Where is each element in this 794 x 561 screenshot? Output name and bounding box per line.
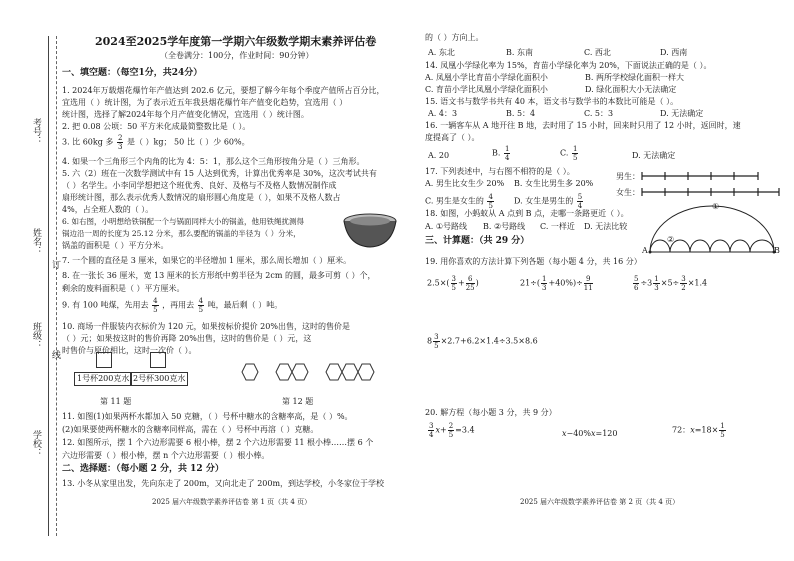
girls-label: 女生： xyxy=(616,188,640,197)
q13-option-b: B. 东南 xyxy=(506,48,533,57)
kaohao-label: 考号： xyxy=(31,118,41,145)
q17-option-d-label: D. 女生是男生的 xyxy=(514,196,574,206)
q12-line1: 12. 如图所示，摆 1 个六边形需要 6 根小棒，摆 2 个六边形需要 11 根小棒……摆 6 个 xyxy=(62,438,374,447)
q6-line3: 锅盖的面积是（ ）平方分米。 xyxy=(62,241,169,250)
q17-option-c xyxy=(425,193,495,210)
cup-1-icon xyxy=(96,352,112,368)
q16-option-d: D. 无法确定 xyxy=(632,151,676,160)
q13-continuation: 的（ ）方向上。 xyxy=(425,33,484,42)
q11-line1: 11. 如图(1)如果两杯水都加入 50 克糖，（ ）号杯中糖水的含糖率高，是（ ）%。 xyxy=(62,412,353,421)
q14-option-b: B. 两所学校绿化面积一样大 xyxy=(585,73,684,82)
q17-option-b: B. 女生比男生多 20% xyxy=(514,179,594,188)
q20-eq-3: 72：x=18× $\frac{1}{5}$ xyxy=(672,422,725,439)
q20-1-frac-b: $\frac{2}{5}$ xyxy=(448,422,454,439)
q16-option-b xyxy=(492,145,511,162)
q18-option-a: A. ①号路线 xyxy=(425,222,468,231)
q20-eq-1: $\frac{3}{4}$ x+ $\frac{2}{5}$ =3.4 xyxy=(429,422,475,439)
q9-fraction-2: $\frac{4}{5}$ xyxy=(198,297,204,314)
q7: 7. 一个圆的直径是 3 厘米，如果它的半径增加 1 厘米，那么周长增加（ ）厘米。 xyxy=(62,256,352,265)
q13-option-a: A. 东北 xyxy=(428,48,455,57)
q1-line1: 1. 2024年万载烟花爆竹年产值达到 202.6 亿元，要想了解今年每个季度产值所占百分比， xyxy=(62,86,385,95)
exam-subtitle: （全卷满分：100分，作业时间：90分钟） xyxy=(160,51,314,60)
route-1-label: ① xyxy=(712,202,720,211)
q5-line4: 4%，占全班人数的（ ）。 xyxy=(62,205,154,214)
q13-option-d: D. 西南 xyxy=(660,48,688,57)
q3 xyxy=(62,134,250,151)
q20-3-frac-a: $\frac{1}{5}$ xyxy=(720,422,725,439)
q2: 2. 把 0.08 公顷：50 平方米化成最简整数比是（ ）。 xyxy=(62,122,251,131)
q3-part2: 是（ ）kg； 50 比（ ）少 60%。 xyxy=(126,137,250,147)
q9-fraction-1: $\frac{4}{5}$ xyxy=(153,297,158,314)
q16-fraction-c: $\frac{1}{5}$ xyxy=(572,145,578,162)
q14-option-a: A. 凤凰小学比育苗小学绿化面积小 xyxy=(425,73,548,82)
q3-part1: 3. 比 60kg 多 xyxy=(62,137,114,147)
q14: 14. 凤凰小学绿化率为 15%，育苗小学绿化率为 20%，下面说法正确的是（ ）。 xyxy=(425,61,712,70)
q5-line1: 5. 六（2）班在一次数学测试中有 15 人达到优秀，计算出优秀率是 30%，这次考试共有 xyxy=(62,169,377,178)
q10-line1: 10. 商场一件服装内衣标价为 120 元，如果按标价提价 20%出售，这时的售价是 xyxy=(62,322,350,331)
q16-line1: 16. 一辆客车从 A 地开往 B 地，去时用了 15 小时，回来时只用了 12 小时，返回时，速 xyxy=(425,121,741,130)
q19-expr-1: 2.5×( $\frac{3}{5}$ + $\frac{6}{25}$ ) xyxy=(427,275,479,292)
q19-3-frac-a: $\frac{5}{6}$ xyxy=(634,275,639,292)
q17-option-d xyxy=(514,193,584,210)
q18-option-b: B. ②号路线 xyxy=(483,222,526,231)
q6-line1: 6. 如右图，小明想给铁锅配一个与锅面同样大小的锅盖，他用铁绳扰测得 xyxy=(62,217,305,226)
q14-option-d: D. 绿化面积大小无法确定 xyxy=(585,85,677,94)
point-b-label: B xyxy=(774,246,780,255)
q17: 17. 下列表述中，与右图不相符的是（ ）。 xyxy=(425,167,575,176)
hexagon-pattern-figure xyxy=(238,361,378,383)
exam-title: 2024至2025学年度第一学期六年级数学期末素养评估卷 xyxy=(95,35,377,48)
q12-line2: 六边形需要（ ）根小棒，摆 n 个六边形需要（ ）根小棒。 xyxy=(62,451,270,460)
q6-line2: 锅边沿一周的长度为 25.12 分米，那么要配的锅盖的半径为（ ）分米， xyxy=(62,229,301,238)
q17-option-c-label: C. 男生是女生的 xyxy=(425,196,484,206)
q15-option-d: D. 无法确定 xyxy=(660,109,704,118)
section-1-heading: 一、填空题：（每空1分，共24分） xyxy=(62,68,203,78)
q19-1-frac-a: $\frac{3}{5}$ xyxy=(451,275,457,292)
q19-1-frac-b: $\frac{6}{25}$ xyxy=(465,275,475,292)
page-1-footer: 2025 届六年级数学素养评估卷 第 1 页（共 4 页） xyxy=(152,498,312,506)
q16-option-a: A. 20 xyxy=(428,151,450,160)
q19-4-frac-a: $\frac{3}{5}$ xyxy=(434,333,439,350)
q16-option-c-label: C. xyxy=(560,148,569,158)
margin-line xyxy=(48,36,49,536)
page-2-footer: 2025 届六年级数学素养评估卷 第 2 页（共 4 页） xyxy=(520,498,680,506)
q13: 13. 小冬从家里出发，先向东走了 200m，又向北走了 200m，到达学校，小冬家位于学校 xyxy=(62,479,385,488)
q20-1-frac-a: $\frac{3}{4}$ xyxy=(429,422,434,439)
banji-label: 班级： xyxy=(31,322,41,349)
q15-option-c: C. 5：3 xyxy=(584,109,614,118)
section-3-heading: 三、计算题：（共 29 分） xyxy=(425,236,530,246)
q4: 4. 如果一个三角形三个内角的比为 4：5：1，那么这个三角形按角分是（ ）三角形。 xyxy=(62,157,365,166)
section-2-heading: 二、选择题：（每小题 2 分，共 12 分） xyxy=(62,464,224,474)
margin-dashed-line xyxy=(56,36,57,536)
q19-3-frac-c: $\frac{3}{2}$ xyxy=(681,275,686,292)
q10-line3: 时售价与原价相比，这时一次价（ ）。 xyxy=(62,346,197,355)
route-2-label: ② xyxy=(667,235,675,244)
q9-part1: 9. 有 100 吨煤，先用去 xyxy=(62,300,149,310)
q9-part2: ，再用去 xyxy=(162,300,195,310)
q14-option-c: C. 育苗小学比凤凰小学绿化面积小 xyxy=(425,85,548,94)
fig11-caption: 第 11 题 xyxy=(100,397,132,406)
fig12-caption: 第 12 题 xyxy=(282,397,314,406)
xian-mark: 线 xyxy=(50,350,60,359)
q19: 19. 用你喜欢的方法计算下列各题（每小题 4 分，共 16 分） xyxy=(425,257,642,266)
q1-line2: 宜选用（ ）统计图，为了表示近五年我县烟花爆竹年产值变化趋势，宜选用（ ） xyxy=(62,98,348,107)
wok-illustration xyxy=(342,212,398,252)
q15-option-a: A. 4：3 xyxy=(428,109,458,118)
xingming-label: 姓名： xyxy=(31,228,41,255)
q9 xyxy=(62,297,282,314)
q9-part3: 吨，最后剩（ ）吨。 xyxy=(207,300,283,310)
q10-line2: （ ）元；如果按这时的售价再降 20%出售，这时的售价是（ ）元，这 xyxy=(62,334,312,343)
q19-expr-4: 8 $\frac{3}{5}$ ×2.7+6.2×1.4÷3.5×8.6 xyxy=(427,333,538,350)
q20: 20. 解方程（每小题 3 分，共 9 分） xyxy=(425,408,557,417)
cup-2-label: 2号杯300克水 xyxy=(130,372,188,386)
q17-option-a: A. 男生比女生少 20% xyxy=(425,179,505,188)
q5-line2: （ ）名学生。小李同学想把这个班优秀、良好、及格与不及格人数情况制作成 xyxy=(62,181,337,190)
q19-2-frac-a: $\frac{1}{3}$ xyxy=(542,275,547,292)
q19-3-frac-b: $\frac{1}{3}$ xyxy=(654,275,659,292)
q16-option-b-label: B. xyxy=(492,148,501,158)
q15: 15. 语文书与数学书共有 40 本，语文书与数学书的本数比可能是（ ）。 xyxy=(425,97,679,106)
q11-line2: (2)如果要使两杯糖水的含糖率同样高，需在（ ）号杯中再溶（ ）克糖。 xyxy=(62,425,319,434)
cup-1-label: 1号杯200克水 xyxy=(74,372,132,386)
boys-label: 男生： xyxy=(616,172,640,181)
q19-expr-3: $\frac{5}{6}$ ÷3 $\frac{1}{3}$ ×5÷ $\frac{3}{2}$ ×1.4 xyxy=(634,275,708,292)
q19-2-frac-b: $\frac{9}{11}$ xyxy=(583,275,593,292)
q8-line2: 剩余的废料面积是（ ）平方厘米。 xyxy=(62,284,185,293)
q17-fraction-d: $\frac{5}{4}$ xyxy=(577,193,583,210)
q5-line3: 扇形统计图，那么表示优秀人数情况的扇形圆心角度是（ ），如果不及格人数占 xyxy=(62,193,341,202)
xuexiao-label: 学校： xyxy=(31,430,41,457)
q18-option-c: C. 一样近 xyxy=(540,222,575,231)
q13-option-c: C. 西北 xyxy=(584,48,611,57)
q16-line2: 度提高了（ ）。 xyxy=(425,133,480,142)
q8-line1: 8. 在一张长 36 厘米，宽 13 厘米的长方形纸中剪半径为 2cm 的圆，最多可剪（ ）个， xyxy=(62,271,376,280)
q1-line3: 统计图，选择了解2024年每个月产值变化情况，宜选用（ ）统计图。 xyxy=(62,110,309,119)
q16-fraction-b: $\frac{1}{4}$ xyxy=(504,145,510,162)
q18-option-d: D. 无法比较 xyxy=(584,222,628,231)
q17-fraction-c: $\frac{4}{5}$ xyxy=(488,193,493,210)
q19-expr-2: 21÷( $\frac{1}{3}$ +40%)÷ $\frac{9}{11}$ xyxy=(520,275,593,292)
q18: 18. 如图，小蚂蚁从 A 点到 B 点，走哪一条路更近（ ）。 xyxy=(425,209,629,218)
boys-girls-bar-figure xyxy=(640,168,782,200)
ding-mark: 订 xyxy=(50,260,60,269)
q16-option-c xyxy=(560,145,579,162)
q15-option-b: B. 5：4 xyxy=(506,109,536,118)
q3-fraction: $\frac{2}{3}$ xyxy=(117,134,123,151)
point-a-label: A xyxy=(642,246,648,255)
q20-eq-2: x−40%x=120 xyxy=(562,429,618,438)
cup-2-icon xyxy=(150,352,166,368)
